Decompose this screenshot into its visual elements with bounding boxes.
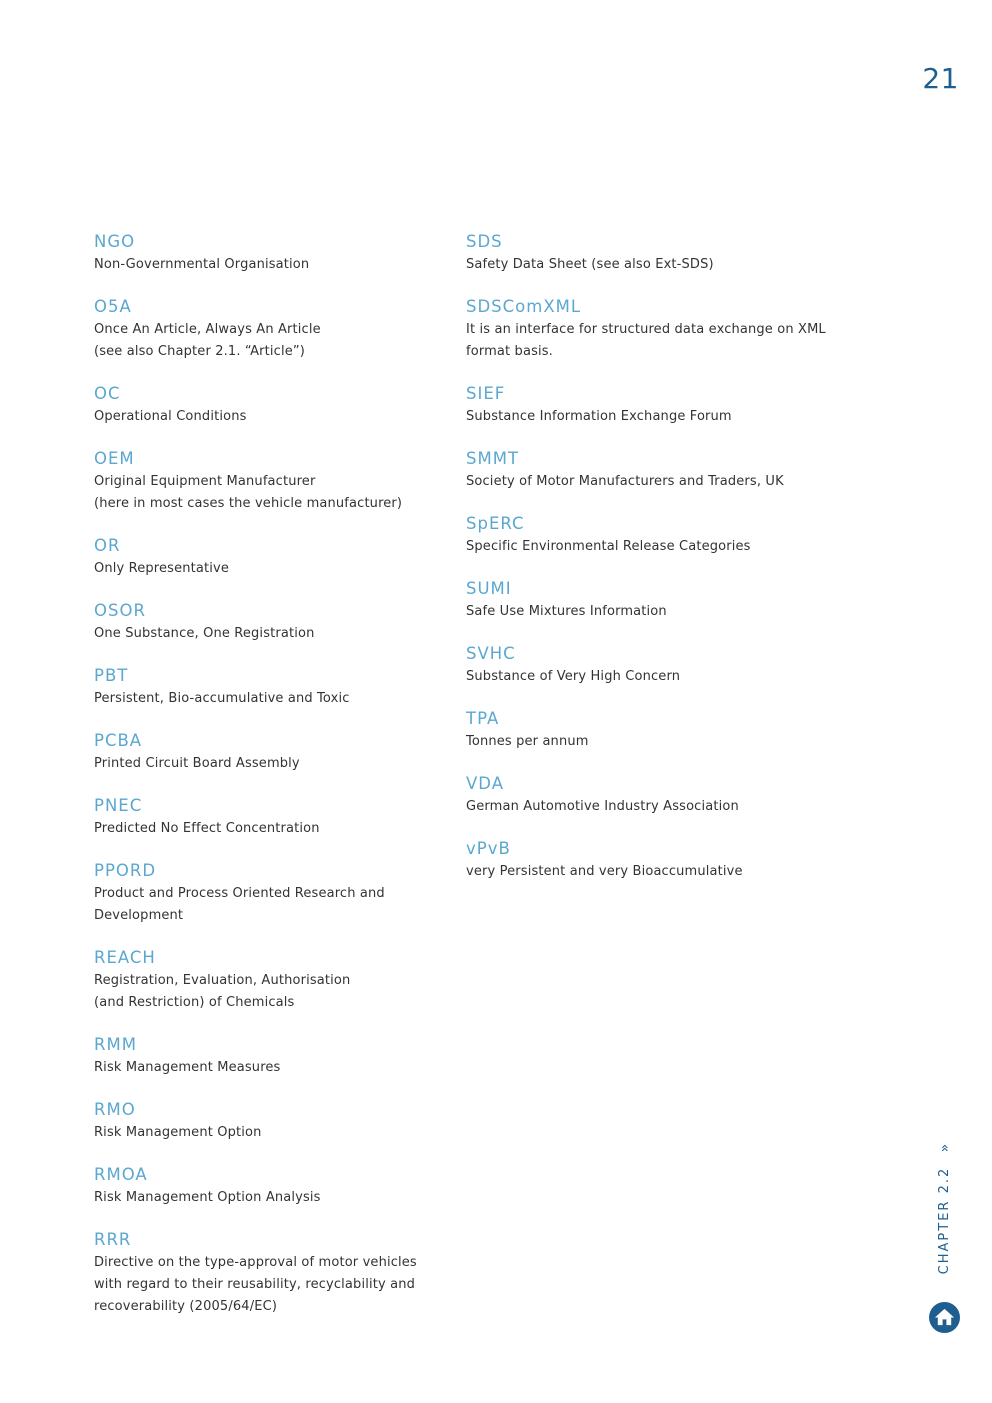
- definition-line: (see also Chapter 2.1. “Article”): [94, 344, 305, 359]
- definition-line: Tonnes per annum: [466, 734, 589, 749]
- definition-line: Risk Management Option: [94, 1125, 262, 1140]
- glossary-entry: [466, 232, 826, 276]
- chapter-nav-link[interactable]: [937, 1143, 957, 1274]
- glossary-column-right: [466, 232, 826, 904]
- glossary-term: VDA: [466, 774, 504, 793]
- double-chevron-icon: »: [937, 1143, 953, 1153]
- glossary-entry: [466, 839, 826, 883]
- glossary-entry: [94, 948, 434, 1014]
- home-icon: [933, 1306, 956, 1329]
- definition-line: Only Representative: [94, 561, 229, 576]
- definition-line: Substance of Very High Concern: [466, 669, 681, 684]
- glossary-definition: [94, 471, 434, 515]
- glossary-entry: [94, 861, 434, 927]
- glossary-term: OEM: [94, 449, 135, 468]
- definition-line: Product and Process Oriented Research and: [94, 886, 385, 901]
- definition-line: Operational Conditions: [94, 409, 247, 424]
- definition-line: German Automotive Industry Association: [466, 799, 739, 814]
- glossary-term: PPORD: [94, 861, 157, 880]
- definition-line: Predicted No Effect Concentration: [94, 821, 320, 836]
- definition-line: Printed Circuit Board Assembly: [94, 756, 300, 771]
- glossary-definition: [466, 536, 826, 558]
- glossary-definition: [466, 319, 826, 363]
- chapter-label: [937, 1144, 953, 1274]
- definition-line: Safe Use Mixtures Information: [466, 604, 667, 619]
- glossary-definition: [94, 688, 434, 710]
- glossary-entry: [94, 536, 434, 580]
- glossary-definition: [466, 254, 826, 276]
- glossary-term: OC: [94, 384, 121, 403]
- glossary-definition: [466, 471, 826, 493]
- glossary-definition: [94, 1057, 434, 1079]
- definition-line: Specific Environmental Release Categories: [466, 539, 751, 554]
- glossary-entry: [94, 666, 434, 710]
- definition-line: Original Equipment Manufacturer: [94, 474, 316, 489]
- glossary-entry: [94, 384, 434, 428]
- glossary-entry: [94, 1035, 434, 1079]
- glossary-entry: [94, 1100, 434, 1144]
- glossary-term: SMMT: [466, 449, 520, 468]
- glossary-definition: [466, 731, 826, 753]
- glossary-definition: [94, 1252, 434, 1318]
- definition-line: Substance Information Exchange Forum: [466, 409, 732, 424]
- chapter-label-text: CHAPTER 2.2: [937, 1166, 952, 1274]
- glossary-entry: [466, 644, 826, 688]
- definition-line: Risk Management Measures: [94, 1060, 281, 1075]
- glossary-entry: [94, 1165, 434, 1209]
- glossary-definition: [94, 254, 434, 276]
- glossary-entry: [94, 731, 434, 775]
- glossary-term: NGO: [94, 232, 136, 251]
- definition-line: Safety Data Sheet (see also Ext-SDS): [466, 257, 714, 272]
- definition-line: Non-Governmental Organisation: [94, 257, 310, 272]
- glossary-entry: [466, 709, 826, 753]
- glossary-definition: [94, 406, 434, 428]
- definition-line: format basis.: [466, 344, 553, 359]
- glossary-definition: [94, 753, 434, 775]
- glossary-term: vPvB: [466, 839, 511, 858]
- definition-line: with regard to their reusability, recyclability and: [94, 1277, 416, 1292]
- glossary-entry: [466, 297, 826, 363]
- definition-line: recoverability (2005/64/EC): [94, 1299, 278, 1314]
- glossary-term: SIEF: [466, 384, 506, 403]
- glossary-term: OR: [94, 536, 121, 555]
- glossary-entry: [94, 796, 434, 840]
- home-button[interactable]: [929, 1302, 960, 1333]
- glossary-definition: [94, 558, 434, 580]
- glossary-term: SVHC: [466, 644, 516, 663]
- definition-line: One Substance, One Registration: [94, 626, 315, 641]
- glossary-term: RRR: [94, 1230, 132, 1249]
- glossary-term: PBT: [94, 666, 129, 685]
- glossary-term: SDSComXML: [466, 297, 582, 316]
- glossary-term: RMOA: [94, 1165, 148, 1184]
- definition-line: Development: [94, 908, 184, 923]
- glossary-definition: [94, 1122, 434, 1144]
- glossary-definition: [466, 796, 826, 818]
- glossary-definition: [94, 319, 434, 363]
- glossary-entry: [94, 449, 434, 515]
- glossary-entry: [94, 601, 434, 645]
- glossary-entry: [94, 1230, 434, 1318]
- glossary-term: PCBA: [94, 731, 143, 750]
- definition-line: Persistent, Bio-accumulative and Toxic: [94, 691, 350, 706]
- glossary-term: SUMI: [466, 579, 512, 598]
- glossary-definition: [466, 406, 826, 428]
- glossary-entry: [466, 774, 826, 818]
- glossary-definition: [94, 818, 434, 840]
- glossary-definition: [466, 666, 826, 688]
- glossary-entry: [466, 449, 826, 493]
- glossary-term: RMO: [94, 1100, 136, 1119]
- glossary-definition: [94, 1187, 434, 1209]
- glossary-term: REACH: [94, 948, 156, 967]
- glossary-definition: [466, 601, 826, 623]
- page-number: 21: [922, 62, 959, 95]
- glossary-term: PNEC: [94, 796, 143, 815]
- glossary-term: SDS: [466, 232, 503, 251]
- glossary-definition: [466, 861, 826, 883]
- glossary-entry: [466, 579, 826, 623]
- definition-line: Society of Motor Manufacturers and Traders, UK: [466, 474, 784, 489]
- glossary-entry: [466, 384, 826, 428]
- glossary-definition: [94, 623, 434, 645]
- definition-line: Registration, Evaluation, Authorisation: [94, 973, 351, 988]
- definition-line: Once An Article, Always An Article: [94, 322, 321, 337]
- glossary-definition: [94, 970, 434, 1014]
- glossary-term: OSOR: [94, 601, 146, 620]
- glossary-term: RMM: [94, 1035, 137, 1054]
- glossary-term: SpERC: [466, 514, 525, 533]
- definition-line: (and Restriction) of Chemicals: [94, 995, 295, 1010]
- glossary-entry: [466, 514, 826, 558]
- definition-line: very Persistent and very Bioaccumulative: [466, 864, 743, 879]
- glossary-entry: [94, 297, 434, 363]
- definition-line: (here in most cases the vehicle manufacturer): [94, 496, 403, 511]
- glossary-term: TPA: [466, 709, 500, 728]
- definition-line: Directive on the type-approval of motor vehicles: [94, 1255, 417, 1270]
- glossary-column-left: [94, 232, 434, 1339]
- glossary-entry: [94, 232, 434, 276]
- definition-line: Risk Management Option Analysis: [94, 1190, 321, 1205]
- glossary-definition: [94, 883, 434, 927]
- definition-line: It is an interface for structured data exchange on XML: [466, 322, 826, 337]
- glossary-term: O5A: [94, 297, 132, 316]
